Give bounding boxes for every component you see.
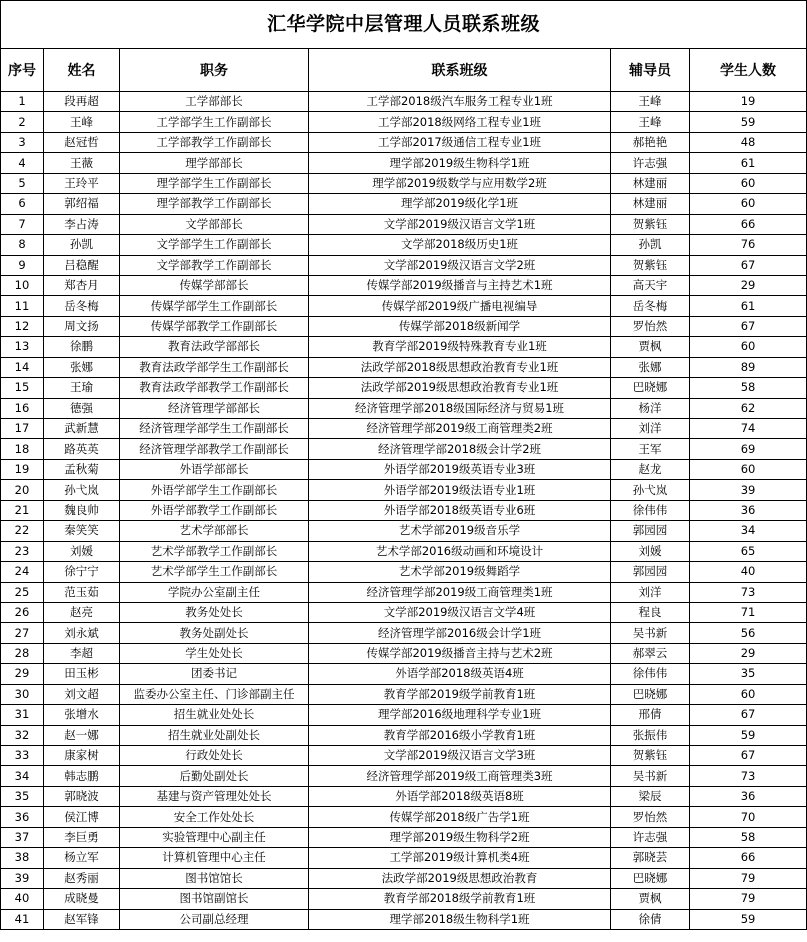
table-row bbox=[1, 296, 807, 316]
table-row bbox=[1, 357, 807, 377]
cell-class[interactable]: 工学部2019级计算机类4班 bbox=[309, 848, 611, 868]
cell-class[interactable]: 外语学部2018级英语专业6班 bbox=[309, 500, 611, 520]
cell-class[interactable]: 传媒学部2018级广告学1班 bbox=[309, 807, 611, 827]
cell-index[interactable]: 22 bbox=[1, 521, 44, 541]
cell-position[interactable]: 教育法政学部学生工作副部长 bbox=[120, 357, 309, 377]
cell-index[interactable]: 18 bbox=[1, 439, 44, 459]
table-row bbox=[1, 848, 807, 868]
cell-counselor[interactable]: 徐伟伟 bbox=[611, 500, 690, 520]
cell-position[interactable]: 教育法政学部部长 bbox=[120, 337, 309, 357]
cell-counselor[interactable]: 巴晓娜 bbox=[611, 378, 690, 398]
cell-student-count[interactable]: 61 bbox=[690, 153, 807, 173]
cell-name[interactable]: 王薇 bbox=[44, 153, 120, 173]
cell-name[interactable]: 张娜 bbox=[44, 357, 120, 377]
cell-class[interactable]: 文学部2018级历史1班 bbox=[309, 235, 611, 255]
cell-position[interactable]: 学生处处长 bbox=[120, 643, 309, 663]
cell-counselor[interactable]: 吴书新 bbox=[611, 766, 690, 786]
cell-name[interactable]: 徐鹏 bbox=[44, 337, 120, 357]
cell-student-count[interactable]: 67 bbox=[690, 255, 807, 275]
table-row bbox=[1, 664, 807, 684]
header-row bbox=[1, 49, 807, 92]
table-row bbox=[1, 173, 807, 193]
cell-counselor[interactable]: 王军 bbox=[611, 439, 690, 459]
cell-position[interactable]: 公司副总经理 bbox=[120, 909, 309, 929]
cell-name[interactable]: 张增水 bbox=[44, 705, 120, 725]
cell-name[interactable]: 王峰 bbox=[44, 112, 120, 132]
cell-counselor[interactable]: 贾枫 bbox=[611, 337, 690, 357]
table-row bbox=[1, 786, 807, 806]
table-row bbox=[1, 725, 807, 745]
cell-name[interactable]: 吕稳醒 bbox=[44, 255, 120, 275]
cell-position[interactable]: 艺术学部教学工作副部长 bbox=[120, 541, 309, 561]
cell-position[interactable]: 行政处处长 bbox=[120, 746, 309, 766]
cell-position[interactable]: 传媒学部学生工作副部长 bbox=[120, 296, 309, 316]
table-row bbox=[1, 868, 807, 888]
cell-index[interactable]: 32 bbox=[1, 725, 44, 745]
table-row bbox=[1, 92, 807, 112]
cell-class[interactable]: 文学部2019级汉语言文学2班 bbox=[309, 255, 611, 275]
cell-counselor[interactable]: 王峰 bbox=[611, 112, 690, 132]
cell-counselor[interactable]: 郭园园 bbox=[611, 521, 690, 541]
cell-position[interactable]: 传媒学部部长 bbox=[120, 275, 309, 295]
cell-counselor[interactable]: 贺紫钰 bbox=[611, 214, 690, 234]
cell-counselor[interactable]: 巴晓娜 bbox=[611, 868, 690, 888]
cell-name[interactable]: 王玲平 bbox=[44, 173, 120, 193]
cell-index[interactable]: 12 bbox=[1, 316, 44, 336]
cell-name[interactable]: 李占涛 bbox=[44, 214, 120, 234]
table-row bbox=[1, 337, 807, 357]
cell-index[interactable]: 38 bbox=[1, 848, 44, 868]
cell-name[interactable]: 孙凯 bbox=[44, 235, 120, 255]
table-row bbox=[1, 746, 807, 766]
cell-index[interactable]: 8 bbox=[1, 235, 44, 255]
cell-index[interactable]: 20 bbox=[1, 480, 44, 500]
cell-student-count[interactable]: 76 bbox=[690, 235, 807, 255]
cell-position[interactable]: 学院办公室副主任 bbox=[120, 582, 309, 602]
cell-student-count[interactable]: 59 bbox=[690, 112, 807, 132]
table-row bbox=[1, 275, 807, 295]
title-row bbox=[1, 1, 807, 49]
cell-name[interactable]: 秦笑笑 bbox=[44, 521, 120, 541]
cell-counselor[interactable]: 高天宇 bbox=[611, 275, 690, 295]
cell-counselor[interactable]: 程良 bbox=[611, 602, 690, 622]
cell-index[interactable]: 1 bbox=[1, 92, 44, 112]
cell-position[interactable]: 团委书记 bbox=[120, 664, 309, 684]
cell-position[interactable]: 计算机管理中心主任 bbox=[120, 848, 309, 868]
cell-index[interactable]: 23 bbox=[1, 541, 44, 561]
cell-class[interactable]: 文学部2019级汉语言文学4班 bbox=[309, 602, 611, 622]
cell-counselor[interactable]: 吴书新 bbox=[611, 623, 690, 643]
cell-counselor[interactable]: 岳冬梅 bbox=[611, 296, 690, 316]
cell-position[interactable]: 文学部学生工作副部长 bbox=[120, 235, 309, 255]
cell-index[interactable]: 36 bbox=[1, 807, 44, 827]
header-name[interactable]: 姓名 bbox=[44, 49, 120, 92]
cell-name[interactable]: 侯江博 bbox=[44, 807, 120, 827]
cell-position[interactable]: 理学部教学工作副部长 bbox=[120, 194, 309, 214]
cell-position[interactable]: 文学部部长 bbox=[120, 214, 309, 234]
cell-student-count[interactable]: 67 bbox=[690, 316, 807, 336]
cell-position[interactable]: 外语学部部长 bbox=[120, 459, 309, 479]
cell-name[interactable]: 赵冠哲 bbox=[44, 132, 120, 152]
cell-counselor[interactable]: 郝翠云 bbox=[611, 643, 690, 663]
table-row bbox=[1, 705, 807, 725]
table-row bbox=[1, 255, 807, 275]
table-title[interactable]: 汇华学院中层管理人员联系班级 bbox=[1, 1, 807, 49]
cell-position[interactable]: 经济管理学部部长 bbox=[120, 398, 309, 418]
cell-name[interactable]: 孟秋菊 bbox=[44, 459, 120, 479]
cell-class[interactable]: 经济管理学部2019级工商管理类2班 bbox=[309, 419, 611, 439]
cell-student-count[interactable]: 60 bbox=[690, 337, 807, 357]
cell-counselor[interactable]: 罗怡然 bbox=[611, 316, 690, 336]
cell-counselor[interactable]: 张娜 bbox=[611, 357, 690, 377]
cell-class[interactable]: 文学部2019级汉语言文学1班 bbox=[309, 214, 611, 234]
cell-index[interactable]: 40 bbox=[1, 889, 44, 909]
cell-counselor[interactable]: 张振伟 bbox=[611, 725, 690, 745]
cell-index[interactable]: 26 bbox=[1, 602, 44, 622]
cell-name[interactable]: 岳冬梅 bbox=[44, 296, 120, 316]
table-row bbox=[1, 500, 807, 520]
cell-position[interactable]: 教育法政学部教学工作副部长 bbox=[120, 378, 309, 398]
cell-class[interactable]: 经济管理学部2019级工商管理类3班 bbox=[309, 766, 611, 786]
cell-student-count[interactable]: 40 bbox=[690, 562, 807, 582]
cell-name[interactable]: 王瑜 bbox=[44, 378, 120, 398]
cell-student-count[interactable]: 67 bbox=[690, 705, 807, 725]
cell-index[interactable]: 24 bbox=[1, 562, 44, 582]
cell-index[interactable]: 2 bbox=[1, 112, 44, 132]
cell-counselor[interactable]: 贺紫钰 bbox=[611, 255, 690, 275]
table-row bbox=[1, 153, 807, 173]
cell-student-count[interactable]: 66 bbox=[690, 214, 807, 234]
table-row bbox=[1, 766, 807, 786]
cell-index[interactable]: 6 bbox=[1, 194, 44, 214]
cell-student-count[interactable]: 71 bbox=[690, 602, 807, 622]
cell-index[interactable]: 37 bbox=[1, 827, 44, 847]
cell-name[interactable]: 郭绍福 bbox=[44, 194, 120, 214]
table-row bbox=[1, 623, 807, 643]
cell-student-count[interactable]: 67 bbox=[690, 746, 807, 766]
cell-counselor[interactable]: 林建丽 bbox=[611, 194, 690, 214]
cell-student-count[interactable]: 29 bbox=[690, 643, 807, 663]
cell-name[interactable]: 范玉茹 bbox=[44, 582, 120, 602]
cell-position[interactable]: 艺术学部部长 bbox=[120, 521, 309, 541]
cell-student-count[interactable]: 58 bbox=[690, 378, 807, 398]
cell-index[interactable]: 29 bbox=[1, 664, 44, 684]
cell-class[interactable]: 外语学部2018级英语8班 bbox=[309, 786, 611, 806]
cell-class[interactable]: 外语学部2019级法语专业1班 bbox=[309, 480, 611, 500]
cell-name[interactable]: 路英英 bbox=[44, 439, 120, 459]
cell-index[interactable]: 7 bbox=[1, 214, 44, 234]
cell-class[interactable]: 外语学部2018级英语4班 bbox=[309, 664, 611, 684]
cell-class[interactable]: 法政学部2019级思想政治教育 bbox=[309, 868, 611, 888]
cell-name[interactable]: 德强 bbox=[44, 398, 120, 418]
cell-student-count[interactable]: 62 bbox=[690, 398, 807, 418]
table-row bbox=[1, 582, 807, 602]
cell-class[interactable]: 理学部2019级数学与应用数学2班 bbox=[309, 173, 611, 193]
cell-index[interactable]: 10 bbox=[1, 275, 44, 295]
cell-student-count[interactable]: 66 bbox=[690, 848, 807, 868]
cell-student-count[interactable]: 48 bbox=[690, 132, 807, 152]
cell-counselor[interactable]: 孙弋岚 bbox=[611, 480, 690, 500]
table-row bbox=[1, 889, 807, 909]
cell-class[interactable]: 教育学部2019级学前教育1班 bbox=[309, 684, 611, 704]
cell-position[interactable]: 外语学部教学工作副部长 bbox=[120, 500, 309, 520]
cell-class[interactable]: 艺术学部2016级动画和环境设计 bbox=[309, 541, 611, 561]
cell-student-count[interactable]: 69 bbox=[690, 439, 807, 459]
cell-position[interactable]: 经济管理学部教学工作副部长 bbox=[120, 439, 309, 459]
cell-index[interactable]: 31 bbox=[1, 705, 44, 725]
cell-counselor[interactable]: 郝艳艳 bbox=[611, 132, 690, 152]
cell-class[interactable]: 传媒学部2019级播音与主持艺术1班 bbox=[309, 275, 611, 295]
table-row bbox=[1, 643, 807, 663]
cell-counselor[interactable]: 郭园园 bbox=[611, 562, 690, 582]
cell-counselor[interactable]: 徐倩 bbox=[611, 909, 690, 929]
cell-counselor[interactable]: 刘洋 bbox=[611, 419, 690, 439]
cell-name[interactable]: 郑杏月 bbox=[44, 275, 120, 295]
cell-student-count[interactable]: 36 bbox=[690, 786, 807, 806]
cell-position[interactable]: 后勤处副处长 bbox=[120, 766, 309, 786]
cell-name[interactable]: 刘文超 bbox=[44, 684, 120, 704]
cell-student-count[interactable]: 59 bbox=[690, 909, 807, 929]
cell-counselor[interactable]: 郭晓芸 bbox=[611, 848, 690, 868]
cell-class[interactable]: 理学部2019级生物科学2班 bbox=[309, 827, 611, 847]
cell-index[interactable]: 3 bbox=[1, 132, 44, 152]
cell-position[interactable]: 工学部教学工作副部长 bbox=[120, 132, 309, 152]
cell-counselor[interactable]: 林建丽 bbox=[611, 173, 690, 193]
cell-class[interactable]: 理学部2018级生物科学1班 bbox=[309, 909, 611, 929]
cell-position[interactable]: 教务处处长 bbox=[120, 602, 309, 622]
cell-class[interactable]: 工学部2018级汽车服务工程专业1班 bbox=[309, 92, 611, 112]
cell-index[interactable]: 9 bbox=[1, 255, 44, 275]
cell-student-count[interactable]: 60 bbox=[690, 194, 807, 214]
cell-student-count[interactable]: 59 bbox=[690, 725, 807, 745]
table-row bbox=[1, 112, 807, 132]
table-row bbox=[1, 316, 807, 336]
cell-position[interactable]: 图书馆馆长 bbox=[120, 868, 309, 888]
cell-student-count[interactable]: 79 bbox=[690, 868, 807, 888]
cell-counselor[interactable]: 杨洋 bbox=[611, 398, 690, 418]
cell-index[interactable]: 27 bbox=[1, 623, 44, 643]
cell-class[interactable]: 教育学部2018级学前教育1班 bbox=[309, 889, 611, 909]
cell-position[interactable]: 工学部学生工作副部长 bbox=[120, 112, 309, 132]
cell-position[interactable]: 工学部部长 bbox=[120, 92, 309, 112]
cell-student-count[interactable]: 39 bbox=[690, 480, 807, 500]
cell-name[interactable]: 李巨勇 bbox=[44, 827, 120, 847]
cell-index[interactable]: 33 bbox=[1, 746, 44, 766]
cell-index[interactable]: 17 bbox=[1, 419, 44, 439]
cell-class[interactable]: 工学部2018级网络工程专业1班 bbox=[309, 112, 611, 132]
cell-position[interactable]: 外语学部学生工作副部长 bbox=[120, 480, 309, 500]
cell-counselor[interactable]: 许志强 bbox=[611, 153, 690, 173]
cell-name[interactable]: 刘永斌 bbox=[44, 623, 120, 643]
cell-counselor[interactable]: 徐伟伟 bbox=[611, 664, 690, 684]
cell-student-count[interactable]: 36 bbox=[690, 500, 807, 520]
table-row bbox=[1, 827, 807, 847]
cell-class[interactable]: 教育学部2019级特殊教育专业1班 bbox=[309, 337, 611, 357]
cell-student-count[interactable]: 56 bbox=[690, 623, 807, 643]
header-student-count[interactable]: 学生人数 bbox=[690, 49, 807, 92]
cell-class[interactable]: 传媒学部2019级播音主持与艺术2班 bbox=[309, 643, 611, 663]
cell-index[interactable]: 39 bbox=[1, 868, 44, 888]
cell-class[interactable]: 经济管理学部2016级会计学1班 bbox=[309, 623, 611, 643]
cell-position[interactable]: 经济管理学部学生工作副部长 bbox=[120, 419, 309, 439]
cell-student-count[interactable]: 29 bbox=[690, 275, 807, 295]
cell-class[interactable]: 理学部2019级化学1班 bbox=[309, 194, 611, 214]
cell-student-count[interactable]: 70 bbox=[690, 807, 807, 827]
cell-position[interactable]: 招生就业处处长 bbox=[120, 705, 309, 725]
header-class[interactable]: 联系班级 bbox=[309, 49, 611, 92]
cell-name[interactable]: 田玉彬 bbox=[44, 664, 120, 684]
cell-counselor[interactable]: 许志强 bbox=[611, 827, 690, 847]
cell-class[interactable]: 法政学部2019级思想政治教育专业1班 bbox=[309, 378, 611, 398]
cell-class[interactable]: 艺术学部2019级舞蹈学 bbox=[309, 562, 611, 582]
cell-index[interactable]: 16 bbox=[1, 398, 44, 418]
table-row bbox=[1, 132, 807, 152]
cell-name[interactable]: 赵一娜 bbox=[44, 725, 120, 745]
cell-position[interactable]: 文学部教学工作副部长 bbox=[120, 255, 309, 275]
cell-counselor[interactable]: 贺紫钰 bbox=[611, 746, 690, 766]
cell-index[interactable]: 13 bbox=[1, 337, 44, 357]
cell-position[interactable]: 传媒学部教学工作副部长 bbox=[120, 316, 309, 336]
table-row bbox=[1, 214, 807, 234]
cell-name[interactable]: 杨立军 bbox=[44, 848, 120, 868]
cell-student-count[interactable]: 74 bbox=[690, 419, 807, 439]
cell-name[interactable]: 徐宁宁 bbox=[44, 562, 120, 582]
cell-name[interactable]: 刘媛 bbox=[44, 541, 120, 561]
cell-student-count[interactable]: 35 bbox=[690, 664, 807, 684]
cell-class[interactable]: 传媒学部2018级新闻学 bbox=[309, 316, 611, 336]
cell-name[interactable]: 赵秀丽 bbox=[44, 868, 120, 888]
cell-counselor[interactable]: 孙凯 bbox=[611, 235, 690, 255]
cell-index[interactable]: 28 bbox=[1, 643, 44, 663]
table-row bbox=[1, 194, 807, 214]
cell-index[interactable]: 41 bbox=[1, 909, 44, 929]
cell-student-count[interactable]: 58 bbox=[690, 827, 807, 847]
table-row bbox=[1, 378, 807, 398]
cell-position[interactable]: 基建与资产管理处处长 bbox=[120, 786, 309, 806]
cell-student-count[interactable]: 60 bbox=[690, 684, 807, 704]
cell-position[interactable]: 艺术学部学生工作副部长 bbox=[120, 562, 309, 582]
cell-name[interactable]: 成晓曼 bbox=[44, 889, 120, 909]
header-index[interactable]: 序号 bbox=[1, 49, 44, 92]
cell-index[interactable]: 15 bbox=[1, 378, 44, 398]
cell-index[interactable]: 35 bbox=[1, 786, 44, 806]
cell-position[interactable]: 理学部学生工作副部长 bbox=[120, 173, 309, 193]
cell-counselor[interactable]: 刘媛 bbox=[611, 541, 690, 561]
table-row bbox=[1, 521, 807, 541]
cell-class[interactable]: 艺术学部2019级音乐学 bbox=[309, 521, 611, 541]
table-row bbox=[1, 807, 807, 827]
cell-index[interactable]: 30 bbox=[1, 684, 44, 704]
cell-student-count[interactable]: 34 bbox=[690, 521, 807, 541]
table-row bbox=[1, 459, 807, 479]
table-row bbox=[1, 602, 807, 622]
header-position[interactable]: 职务 bbox=[120, 49, 309, 92]
cell-index[interactable]: 14 bbox=[1, 357, 44, 377]
cell-student-count[interactable]: 60 bbox=[690, 459, 807, 479]
cell-counselor[interactable]: 罗怡然 bbox=[611, 807, 690, 827]
cell-index[interactable]: 5 bbox=[1, 173, 44, 193]
cell-class[interactable]: 教育学部2016级小学教育1班 bbox=[309, 725, 611, 745]
cell-name[interactable]: 武新慧 bbox=[44, 419, 120, 439]
cell-student-count[interactable]: 73 bbox=[690, 582, 807, 602]
cell-position[interactable]: 监委办公室主任、门诊部副主任 bbox=[120, 684, 309, 704]
cell-counselor[interactable]: 贾枫 bbox=[611, 889, 690, 909]
cell-position[interactable]: 安全工作处处长 bbox=[120, 807, 309, 827]
cell-name[interactable]: 赵军锋 bbox=[44, 909, 120, 929]
table-row bbox=[1, 480, 807, 500]
table-row bbox=[1, 439, 807, 459]
cell-index[interactable]: 11 bbox=[1, 296, 44, 316]
cell-index[interactable]: 4 bbox=[1, 153, 44, 173]
cell-index[interactable]: 19 bbox=[1, 459, 44, 479]
cell-position[interactable]: 实验管理中心副主任 bbox=[120, 827, 309, 847]
cell-class[interactable]: 文学部2019级汉语言文学3班 bbox=[309, 746, 611, 766]
table-body bbox=[1, 92, 807, 930]
cell-name[interactable]: 李超 bbox=[44, 643, 120, 663]
table-row bbox=[1, 419, 807, 439]
cell-name[interactable]: 孙弋岚 bbox=[44, 480, 120, 500]
table-row bbox=[1, 398, 807, 418]
cell-name[interactable]: 魏良帅 bbox=[44, 500, 120, 520]
cell-class[interactable]: 外语学部2019级英语专业3班 bbox=[309, 459, 611, 479]
cell-student-count[interactable]: 89 bbox=[690, 357, 807, 377]
cell-index[interactable]: 21 bbox=[1, 500, 44, 520]
cell-class[interactable]: 法政学部2018级思想政治教育专业1班 bbox=[309, 357, 611, 377]
cell-counselor[interactable]: 王峰 bbox=[611, 92, 690, 112]
table-row bbox=[1, 909, 807, 929]
cell-counselor[interactable]: 赵龙 bbox=[611, 459, 690, 479]
cell-class[interactable]: 工学部2017级通信工程专业1班 bbox=[309, 132, 611, 152]
cell-name[interactable]: 段再超 bbox=[44, 92, 120, 112]
cell-class[interactable]: 传媒学部2019级广播电视编导 bbox=[309, 296, 611, 316]
table-row bbox=[1, 562, 807, 582]
cell-counselor[interactable]: 梁辰 bbox=[611, 786, 690, 806]
cell-student-count[interactable]: 61 bbox=[690, 296, 807, 316]
cell-counselor[interactable]: 刘洋 bbox=[611, 582, 690, 602]
cell-name[interactable]: 康家树 bbox=[44, 746, 120, 766]
cell-name[interactable]: 赵亮 bbox=[44, 602, 120, 622]
cell-student-count[interactable]: 19 bbox=[690, 92, 807, 112]
table-row bbox=[1, 684, 807, 704]
cell-index[interactable]: 34 bbox=[1, 766, 44, 786]
cell-position[interactable]: 招生就业处副处长 bbox=[120, 725, 309, 745]
cell-class[interactable]: 经济管理学部2018级会计学2班 bbox=[309, 439, 611, 459]
cell-position[interactable]: 图书馆副馆长 bbox=[120, 889, 309, 909]
cell-class[interactable]: 理学部2019级生物科学1班 bbox=[309, 153, 611, 173]
cell-class[interactable]: 经济管理学部2019级工商管理类1班 bbox=[309, 582, 611, 602]
cell-name[interactable]: 韩志鹏 bbox=[44, 766, 120, 786]
cell-student-count[interactable]: 60 bbox=[690, 173, 807, 193]
cell-student-count[interactable]: 65 bbox=[690, 541, 807, 561]
cell-counselor[interactable]: 邢倩 bbox=[611, 705, 690, 725]
table-row bbox=[1, 541, 807, 561]
cell-name[interactable]: 郭晓波 bbox=[44, 786, 120, 806]
cell-class[interactable]: 经济管理学部2018级国际经济与贸易1班 bbox=[309, 398, 611, 418]
cell-name[interactable]: 周文扬 bbox=[44, 316, 120, 336]
cell-student-count[interactable]: 73 bbox=[690, 766, 807, 786]
cell-student-count[interactable]: 79 bbox=[690, 889, 807, 909]
cell-counselor[interactable]: 巴晓娜 bbox=[611, 684, 690, 704]
cell-position[interactable]: 教务处副处长 bbox=[120, 623, 309, 643]
cell-index[interactable]: 25 bbox=[1, 582, 44, 602]
header-counselor[interactable]: 辅导员 bbox=[611, 49, 690, 92]
table-row bbox=[1, 235, 807, 255]
cell-position[interactable]: 理学部部长 bbox=[120, 153, 309, 173]
cell-class[interactable]: 理学部2016级地理科学专业1班 bbox=[309, 705, 611, 725]
